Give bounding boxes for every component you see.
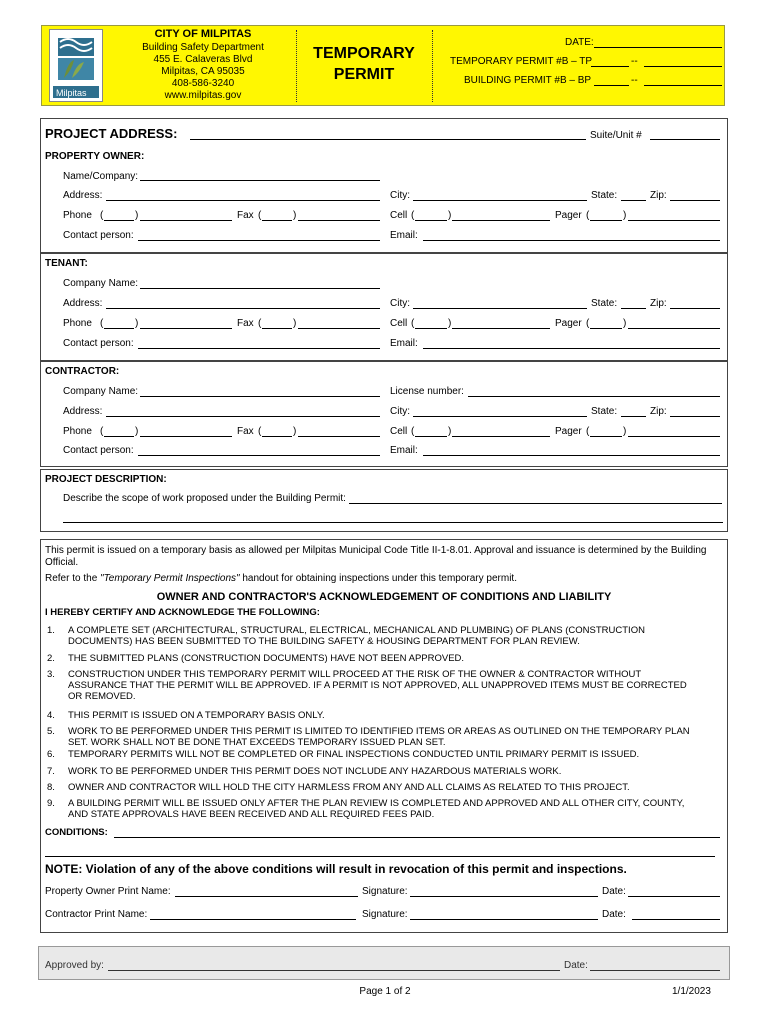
ack-item-4-text: THIS PERMIT IS ISSUED ON A TEMPORARY BASIS ONLY.	[68, 710, 325, 721]
contractor-phone-area-field[interactable]	[104, 436, 134, 437]
revocation-note: NOTE: Violation of any of the above conditions will result in revocation of this permit and inspections.	[45, 862, 627, 876]
contractor-fax-label: Fax	[237, 426, 254, 437]
owner-signature-label: Signature:	[362, 886, 408, 897]
contractor-zip-label: Zip:	[650, 406, 667, 417]
tenant-phone-area-field[interactable]	[104, 328, 134, 329]
conditions-field-1[interactable]	[114, 837, 720, 838]
contractor-address-field[interactable]	[106, 416, 380, 417]
contractor-state-field[interactable]	[621, 416, 646, 417]
tenant-city-field[interactable]	[413, 308, 587, 309]
approval-date-field[interactable]	[590, 970, 720, 971]
tenant-address-field[interactable]	[106, 308, 380, 309]
page-number: Page 1 of 2	[359, 986, 411, 997]
tenant-contact-label: Contact person:	[63, 338, 134, 349]
contractor-city-field[interactable]	[413, 416, 587, 417]
approval-section	[38, 946, 730, 980]
header-divider-left	[296, 30, 297, 102]
temp-permit-sep: --	[631, 56, 638, 67]
owner-fax-area-field[interactable]	[262, 220, 292, 221]
owner-state-label: State:	[591, 190, 618, 201]
phone-number: 408-586-3240	[171, 78, 235, 89]
ack-item-7-text: WORK TO BE PERFORMED UNDER THIS PERMIT DOES NOT INCLUDE ANY HAZARDOUS MATERIALS WORK.	[68, 766, 562, 777]
tenant-state-field[interactable]	[621, 308, 646, 309]
notice-line1: This permit is issued on a temporary basis as allowed per Milpitas Municipal Code Title II-1-8.01. Approval and issuance is determined by the Building	[45, 545, 707, 556]
contractor-pager-field[interactable]	[628, 436, 720, 437]
contractor-print-label: Contractor Print Name:	[45, 909, 148, 920]
owner-print-field[interactable]	[175, 896, 358, 897]
temp-permit-field-1[interactable]	[591, 66, 629, 67]
tenant-cell-field[interactable]	[452, 328, 550, 329]
contractor-address-label: Address:	[63, 406, 103, 417]
approval-date-label: Date:	[564, 960, 588, 971]
owner-cell-label: Cell	[390, 210, 408, 221]
tenant-email-field[interactable]	[423, 348, 720, 349]
tenant-fax-field[interactable]	[298, 328, 380, 329]
revision-date: 1/1/2023	[672, 986, 711, 997]
building-permit-label: BUILDING PERMIT #B – BP	[464, 75, 592, 86]
ack-item-1-text: A COMPLETE SET (ARCHITECTURAL, STRUCTURAL, ELECTRICAL, MECHANICAL AND PLUMBING) OF PLANS (CONSTRUCTION DOCUMENTS) HAS BEEN SUBMITTED TO THE BUILDING SAFETY & HOUSING DEPARTMENT FOR PLAN REVIEW.	[68, 625, 645, 647]
tenant-state-label: State:	[591, 298, 618, 309]
notice-refer: Refer to the "Temporary Permit Inspections" handout for obtaining inspections under this temporary permit.	[45, 573, 517, 584]
owner-email-label: Email:	[390, 230, 418, 241]
description-prompt: Describe the scope of work proposed under the Building Permit:	[63, 493, 346, 504]
owner-print-label: Property Owner Print Name:	[45, 886, 171, 897]
description-field-2[interactable]	[63, 522, 723, 523]
street-address: 455 E. Calaveras Blvd	[153, 54, 253, 65]
date-field[interactable]	[594, 47, 722, 48]
owner-address-label: Address:	[63, 190, 103, 201]
owner-phone-area-field[interactable]	[104, 220, 134, 221]
owner-cell-field[interactable]	[452, 220, 550, 221]
building-permit-field-2[interactable]	[644, 85, 722, 86]
tenant-company-field[interactable]	[140, 288, 380, 289]
city-logo	[49, 29, 103, 102]
owner-signature-field[interactable]	[410, 896, 598, 897]
contractor-zip-field[interactable]	[670, 416, 720, 417]
contractor-signature-label: Signature:	[362, 909, 408, 920]
owner-state-field[interactable]	[621, 200, 646, 201]
owner-contact-label: Contact person:	[63, 230, 134, 241]
contractor-cell-area-field[interactable]	[415, 436, 447, 437]
owner-address-field[interactable]	[106, 200, 380, 201]
ack-item-9-num: 9.	[47, 798, 55, 809]
header-divider-right	[432, 30, 433, 102]
owner-city-field[interactable]	[413, 200, 587, 201]
contractor-license-label: License number:	[390, 386, 464, 397]
city-state-zip: Milpitas, CA 95035	[161, 66, 245, 77]
contractor-contact-label: Contact person:	[63, 445, 134, 456]
contractor-phone-label: Phone	[63, 426, 92, 437]
contractor-pager-area-field[interactable]	[590, 436, 622, 437]
contractor-city-label: City:	[390, 406, 410, 417]
owner-email-field[interactable]	[423, 240, 720, 241]
tenant-zip-label: Zip:	[650, 298, 667, 309]
tenant-email-label: Email:	[390, 338, 418, 349]
tenant-city-label: City:	[390, 298, 410, 309]
tenant-zip-field[interactable]	[670, 308, 720, 309]
owner-pager-label: Pager	[555, 210, 582, 221]
contractor-company-label: Company Name:	[63, 386, 139, 397]
city-name: CITY OF MILPITAS	[154, 28, 252, 40]
owner-title: PROPERTY OWNER:	[45, 151, 145, 162]
tenant-title: TENANT:	[45, 258, 88, 269]
ack-item-6-num: 6.	[47, 749, 55, 760]
tenant-fax-label: Fax	[237, 318, 254, 329]
ack-item-2-text: THE SUBMITTED PLANS (CONSTRUCTION DOCUMENTS) HAVE NOT BEEN APPROVED.	[68, 653, 465, 664]
owner-city-label: City:	[390, 190, 410, 201]
owner-phone-field[interactable]	[140, 220, 232, 221]
tenant-phone-field[interactable]	[140, 328, 232, 329]
ack-item-8-text: OWNER AND CONTRACTOR WILL HOLD THE CITY HARMLESS FROM ANY AND ALL CLAIMS AS RELATED TO THIS PROJECT.	[68, 782, 630, 793]
tenant-fax-area-field[interactable]	[262, 328, 292, 329]
ack-item-3-text: CONSTRUCTION UNDER THIS TEMPORARY PERMIT WILL PROCEED AT THE RISK OF THE OWNER & CONTRACTOR WITHOUT ASSURANCE THAT THE PERMIT WILL BE APPROVED. IF A PERMIT IS NOT APPROVED, ALL UNAPPROVED ITEMS MUST BE CORRECTED OR REMOVED.	[68, 669, 687, 702]
approved-by-field[interactable]	[108, 970, 560, 971]
owner-pager-area-field[interactable]	[590, 220, 622, 221]
ack-item-5-text: WORK TO BE PERFORMED UNDER THIS PERMIT IS LIMITED TO IDENTIFIED ITEMS OR AREAS AS OUTLINED ON THE TEMPORARY PLAN SET. WORK SHALL NOT BE DONE THAT EXCEEDS TEMPORARY ISSUED PLAN SET.	[68, 726, 690, 748]
owner-zip-label: Zip:	[650, 190, 667, 201]
owner-fax-field[interactable]	[298, 220, 380, 221]
ack-item-4-num: 4.	[47, 710, 55, 721]
contractor-fax-area-field[interactable]	[262, 436, 292, 437]
ack-item-5-num: 5.	[47, 726, 55, 737]
contractor-date-field[interactable]	[632, 919, 720, 920]
contractor-contact-field[interactable]	[138, 455, 380, 456]
building-permit-sep: --	[631, 75, 638, 86]
owner-cell-area-field[interactable]	[415, 220, 447, 221]
owner-pager-field[interactable]	[628, 220, 720, 221]
tenant-pager-field[interactable]	[628, 328, 720, 329]
ack-item-8-num: 8.	[47, 782, 55, 793]
notice-line2: Official.	[45, 557, 79, 568]
contractor-date-label: Date:	[602, 909, 626, 920]
contractor-license-field[interactable]	[468, 396, 720, 397]
form-title-line2: PERMIT	[333, 66, 395, 83]
conditions-label: CONDITIONS:	[45, 827, 108, 838]
tenant-company-label: Company Name:	[63, 278, 139, 289]
owner-zip-field[interactable]	[670, 200, 720, 201]
contractor-signature-field[interactable]	[410, 919, 598, 920]
logo-text: Milpitas	[56, 88, 87, 98]
owner-date-field[interactable]	[628, 896, 720, 897]
contractor-cell-label: Cell	[390, 426, 408, 437]
building-permit-field-1[interactable]	[594, 85, 629, 86]
ack-item-6-text: TEMPORARY PERMITS WILL NOT BE COMPLETED OR FINAL INSPECTIONS CONDUCTED UNTIL PRIMARY PERMIT IS ISSUED.	[68, 749, 640, 760]
project-address-label: PROJECT ADDRESS:	[45, 126, 178, 141]
contractor-phone-field[interactable]	[140, 436, 232, 437]
ack-item-1-num: 1.	[47, 625, 55, 636]
tenant-cell-area-field[interactable]	[415, 328, 447, 329]
tenant-section	[40, 253, 728, 361]
contractor-cell-field[interactable]	[452, 436, 550, 437]
approved-by-label: Approved by:	[45, 960, 104, 971]
suite-field[interactable]	[650, 139, 720, 140]
contractor-email-field[interactable]	[423, 455, 720, 456]
contractor-print-field[interactable]	[150, 919, 356, 920]
owner-contact-field[interactable]	[138, 240, 380, 241]
owner-date-label: Date:	[602, 886, 626, 897]
contractor-fax-field[interactable]	[298, 436, 380, 437]
tenant-cell-label: Cell	[390, 318, 408, 329]
ack-certify: I HEREBY CERTIFY AND ACKNOWLEDGE THE FOLLOWING:	[45, 607, 320, 618]
conditions-field-2[interactable]	[45, 856, 715, 857]
ack-item-7-num: 7.	[47, 766, 55, 777]
contractor-title: CONTRACTOR:	[45, 366, 120, 377]
temp-permit-label: TEMPORARY PERMIT #B – TP	[450, 56, 593, 67]
description-title: PROJECT DESCRIPTION:	[45, 474, 167, 485]
ack-title: OWNER AND CONTRACTOR'S ACKNOWLEDGEMENT OF CONDITIONS AND LIABILITY	[156, 591, 612, 603]
date-label: DATE:	[565, 37, 594, 48]
contractor-section	[40, 361, 728, 467]
description-field-1[interactable]	[349, 503, 722, 504]
suite-label: Suite/Unit #	[590, 130, 642, 141]
department-name: Building Safety Department	[142, 42, 264, 53]
contractor-pager-label: Pager	[555, 426, 582, 437]
tenant-contact-field[interactable]	[138, 348, 380, 349]
ack-item-9-text: A BUILDING PERMIT WILL BE ISSUED ONLY AFTER THE PLAN REVIEW IS COMPLETED AND APPROVED AND ALL OTHER CITY, COUNTY, AND STATE APPROVALS HAVE BEEN RECEIVED AND ALL REQUIRED FEES PAID.	[68, 798, 685, 820]
contractor-company-field[interactable]	[140, 396, 380, 397]
tenant-pager-label: Pager	[555, 318, 582, 329]
project-address-field[interactable]	[190, 139, 586, 140]
tenant-address-label: Address:	[63, 298, 103, 309]
contractor-state-label: State:	[591, 406, 618, 417]
form-title-line1: TEMPORARY	[313, 45, 415, 62]
website: www.milpitas.gov	[164, 90, 242, 101]
owner-phone-label: Phone	[63, 210, 92, 221]
tenant-phone-label: Phone	[63, 318, 92, 329]
ack-item-3-num: 3.	[47, 669, 55, 680]
tenant-pager-area-field[interactable]	[590, 328, 622, 329]
temp-permit-field-2[interactable]	[644, 66, 722, 67]
owner-name-field[interactable]	[140, 180, 380, 181]
contractor-email-label: Email:	[390, 445, 418, 456]
ack-item-2-num: 2.	[47, 653, 55, 664]
owner-name-label: Name/Company:	[63, 171, 139, 182]
owner-fax-label: Fax	[237, 210, 254, 221]
